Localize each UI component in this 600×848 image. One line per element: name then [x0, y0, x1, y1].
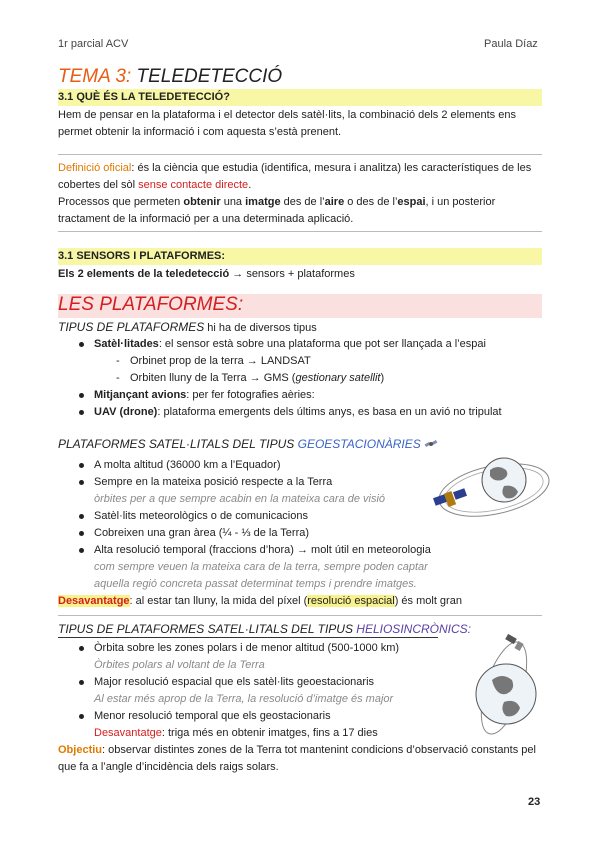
sub-item-gms: Orbiten lluny de la Terra → GMS (gestionary satellit) — [130, 372, 385, 384]
divider — [58, 154, 542, 155]
paragraph-3b: tractament de la informació per a una determinada aplicació. — [58, 213, 354, 225]
dash: - — [116, 355, 120, 367]
section-heading-2: 3.1 SENSORS I PLATAFORMES: — [58, 248, 542, 265]
paragraph-3a: Processos que permeten obtenir una imatge des de l’aire o des de l’espai, i un posterior — [58, 196, 496, 208]
geo-note-5b: aquella regió concreta passat determinat temps i prendre imatges. — [94, 578, 417, 590]
highlight-red: sense contacte directe — [138, 179, 249, 191]
page-title — [58, 66, 282, 88]
definition-line-b: cobertes del sòl sense contacte directe. — [58, 179, 252, 191]
header-left: 1r parcial ACV — [58, 38, 129, 50]
title-prefix: TEMA 3: — [58, 66, 132, 87]
heliosynchronous-illustration — [452, 630, 546, 740]
platform-item-avions: Mitjançant avions: per fer fotografies aèries: — [94, 389, 315, 401]
helio-heading-underline — [58, 637, 438, 638]
sensors-line: Els 2 elements de la teledetecció → sensors + plataformes — [58, 268, 355, 280]
plataformes-heading: LES PLATAFORMES: — [58, 294, 244, 315]
geo-note-5a: com sempre veuen la mateixa cara de la terra, sempre poden captar — [94, 561, 428, 573]
platform-item-satellites: Satèl·litades: el sensor està sobre una plataforma que pot ser llançada a l’espai — [94, 338, 486, 350]
bullet — [79, 342, 84, 347]
helio-note-1: Òrbites polars al voltant de la Terra — [94, 659, 265, 671]
bullet — [79, 531, 84, 536]
bullet — [79, 463, 84, 468]
paragraph-1b: permet obtenir la informació i com aquesta s’està prenent. — [58, 126, 342, 138]
dash: - — [116, 372, 120, 384]
platform-item-uav: UAV (drone): plataforma emergents dels últims anys, es basa en un avió no tripulat — [94, 406, 502, 418]
bullet — [79, 393, 84, 398]
bullet — [79, 410, 84, 415]
geo-item-1: A molta altitud (36000 km a l’Equador) — [94, 459, 281, 471]
bullet — [79, 646, 84, 651]
geo-note-2: òrbites per a que sempre acabin en la mateixa cara de visió — [94, 493, 386, 505]
definition-line-a: Definició oficial: és la ciència que estudia (identifica, mesura i analitza) les característiques de les — [58, 162, 532, 174]
helio-note-2: Al estar més aprop de la Terra, la resolució d’imatge és major — [94, 693, 394, 705]
section-heading-1: 3.1 QUÈ ÉS LA TELEDETECCIÓ? — [58, 89, 542, 106]
geo-item-2: Sempre en la mateixa posició respecte a la Terra — [94, 476, 333, 488]
bullet — [79, 548, 84, 553]
geo-item-4: Cobreixen una gran àrea (¼ - ⅓ de la Terra) — [94, 527, 310, 539]
title-main: TELEDETECCIÓ — [136, 66, 283, 87]
helio-objective-b: que fa a l’angle d’incidència dels raigs solars. — [58, 761, 279, 773]
divider — [58, 615, 542, 616]
helio-disadvantage: Desavantatge: triga més en obtenir imatges, fins a 17 dies — [94, 727, 378, 739]
helio-item-1: Òrbita sobre les zones polars i de menor altitud (500-1000 km) — [94, 642, 400, 654]
helio-heading: TIPUS DE PLATAFORMES SATEL·LITALS DEL TIPUS HELIOSINCRÒNICS: — [58, 622, 471, 636]
geo-disadvantage: Desavantatge: al estar tan lluny, la mida del píxel (resolució espacial) és molt gran — [58, 595, 462, 607]
satellite-icon — [433, 488, 467, 507]
helio-objective-a: Objectiu: observar distintes zones de la Terra tot mantenint condicions d’observació constants pel — [58, 744, 536, 756]
paragraph-1a: Hem de pensar en la plataforma i el detector dels satèl·lits, la combinació dels 2 elements ens — [58, 109, 516, 121]
divider — [58, 231, 542, 232]
bullet — [79, 714, 84, 719]
geostationary-illustration — [424, 450, 550, 530]
geo-heading: PLATAFORMES SATEL·LITALS DEL TIPUS GEOESTACIONÀRIES — [58, 437, 438, 451]
satellite-icon — [424, 438, 438, 450]
sub-item-landsat: Orbinet prop de la terra → LANDSAT — [130, 355, 311, 367]
geo-item-3: Satèl·lits meteorològics o de comunicacions — [94, 510, 308, 522]
bullet — [79, 480, 84, 485]
bullet — [79, 514, 84, 519]
header-right: Paula Díaz — [484, 38, 538, 50]
bullet — [79, 680, 84, 685]
helio-item-2: Major resolució espacial que els satèl·lits geoestacionaris — [94, 676, 375, 688]
page-number: 23 — [528, 796, 541, 808]
helio-item-3: Menor resolució temporal que els geostacionaris — [94, 710, 331, 722]
definition-label: Definició oficial — [58, 162, 132, 174]
satellite-icon — [505, 634, 523, 651]
geo-item-5: Alta resolució temporal (fraccions d’hora) → molt útil en meteorologia — [94, 544, 431, 556]
plataformes-subtitle: TIPUS DE PLATAFORMES hi ha de diversos tipus — [58, 320, 317, 334]
